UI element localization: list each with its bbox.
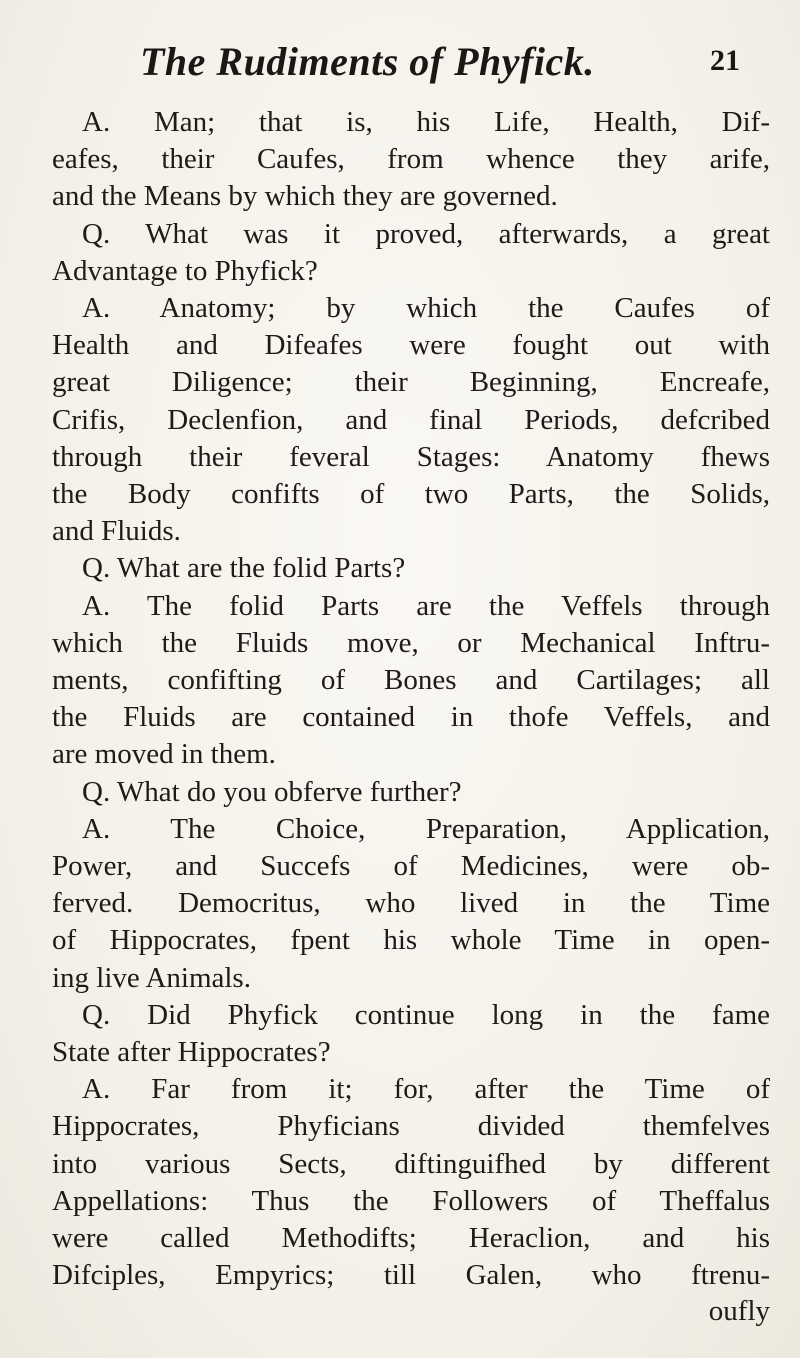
text-line: A. The folid Parts are the Veffels through: [82, 589, 770, 622]
body-text: [52, 104, 770, 1295]
text-line: and Fluids.: [52, 515, 181, 548]
text-line: of Hippocrates, fpent his whole Time in open-: [52, 924, 770, 957]
text-line: were called Methodifts; Heraclion, and his: [52, 1222, 770, 1255]
text-line: into various Sects, diftinguifhed by different: [52, 1147, 770, 1180]
text-line: Q. What was it proved, afterwards, a great: [82, 217, 770, 250]
text-line: the Fluids are contained in thofe Veffels, and: [52, 701, 770, 734]
text-line: Difciples, Empyrics; till Galen, who ftrenu-: [52, 1259, 770, 1292]
text-line: ments, confifting of Bones and Cartilages; all: [52, 664, 770, 697]
text-line: great Diligence; their Beginning, Encreafe,: [52, 366, 770, 399]
text-line: A. Far from it; for, after the Time of: [82, 1073, 770, 1106]
page-header: [140, 38, 740, 94]
text-line: ferved. Democritus, who lived in the Time: [52, 887, 770, 920]
catchword: oufly: [708, 1295, 770, 1327]
text-line: and the Means by which they are governed.: [52, 180, 558, 213]
page-number: 21: [710, 44, 740, 77]
running-title: The Rudiments of Phyfick.: [140, 39, 595, 84]
text-line: the Body confifts of two Parts, the Solids,: [52, 478, 770, 511]
text-line: Q. Did Phyfick continue long in the fame: [82, 998, 770, 1031]
text-line: Advantage to Phyfick?: [52, 254, 318, 287]
text-line: Power, and Succefs of Medicines, were ob-: [52, 850, 770, 883]
text-line: Q. What do you obferve further?: [82, 775, 462, 808]
text-line: State after Hippocrates?: [52, 1036, 331, 1069]
text-line: Health and Difeafes were fought out with: [52, 329, 770, 362]
text-line: Q. What are the folid Parts?: [82, 552, 406, 585]
text-line: are moved in them.: [52, 738, 276, 771]
text-line: Hippocrates, Phyficians divided themfelves: [52, 1110, 770, 1143]
text-line: ing live Animals.: [52, 961, 251, 994]
text-line: A. Anatomy; by which the Caufes of: [82, 292, 770, 325]
text-line: eafes, their Caufes, from whence they arife,: [52, 143, 770, 176]
text-line: through their feveral Stages: Anatomy fhews: [52, 440, 770, 473]
text-line: Appellations: Thus the Followers of Theffalus: [52, 1184, 770, 1217]
text-line: which the Fluids move, or Mechanical Inftru-: [52, 626, 770, 659]
text-line: Crifis, Declenfion, and final Periods, defcribed: [52, 403, 770, 436]
text-line: A. The Choice, Preparation, Application,: [82, 812, 770, 845]
text-line: A. Man; that is, his Life, Health, Dif-: [82, 106, 770, 138]
